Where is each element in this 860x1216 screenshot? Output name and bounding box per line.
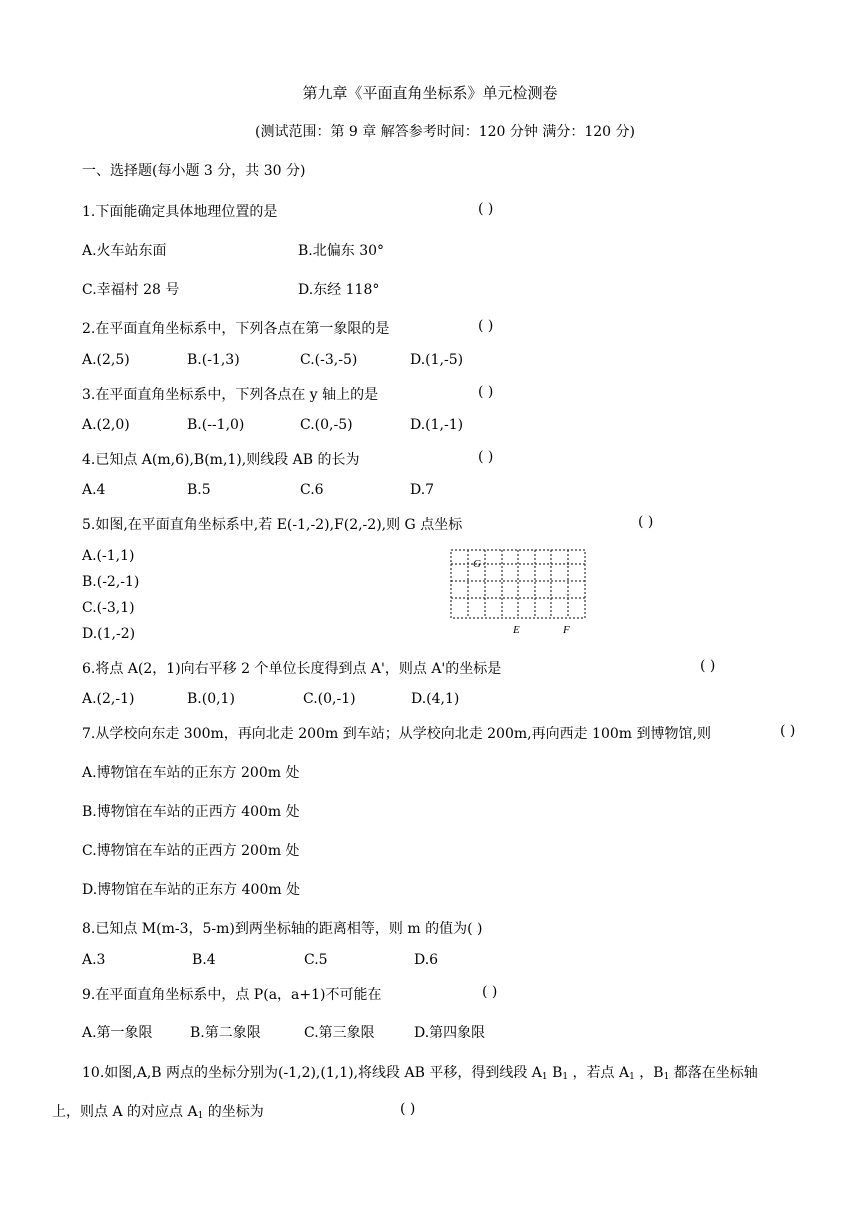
q5-answer-bracket: ( ) (638, 514, 654, 530)
q7-option-c: C.博物馆在车站的正西方 200m 处 (82, 843, 300, 859)
q8-option-c: C.5 (304, 952, 328, 968)
q1-option-d: D.东经 118° (298, 282, 380, 298)
q8-stem: 8.已知点 M(m-3，5-m)到两坐标轴的距离相等，则 m 的值为( ) (82, 921, 483, 937)
q8-option-b: B.4 (192, 952, 216, 968)
q4-option-c: C.6 (300, 482, 324, 498)
label-g: G (473, 558, 481, 570)
q2-option-a: A.(2,5) (82, 352, 130, 368)
q5-grid-figure (447, 546, 589, 638)
q5-option-c: C.(-3,1) (82, 600, 135, 616)
q6-option-a: A.(2,-1) (82, 691, 135, 707)
q1-option-c: C.幸福村 28 号 (82, 282, 180, 298)
page-title: 第九章《平面直角坐标系》单元检测卷 (302, 84, 558, 102)
q1-option-b: B.北偏东 30° (298, 243, 385, 259)
q9-answer-bracket: ( ) (482, 984, 498, 1000)
q7-option-b: B.博物馆在车站的正西方 400m 处 (82, 804, 300, 820)
section-heading: 一、选择题(每小题 3 分，共 30 分) (82, 163, 306, 179)
q8-option-a: A.3 (82, 952, 106, 968)
q5-option-b: B.(-2,-1) (82, 574, 140, 590)
q10-stem-line2: 上，则点 A 的对应点 $A_1$ 的坐标为 (52, 1104, 264, 1121)
q6-stem: 6.将点 A(2，1)向右平移 2 个单位长度得到点 A'，则点 A'的坐标是 (82, 661, 502, 677)
q8-option-d: D.6 (414, 952, 439, 968)
q2-option-b: B.(-1,3) (187, 352, 240, 368)
q2-stem: 2.在平面直角坐标系中，下列各点在第一象限的是 (82, 321, 390, 337)
q5-option-d: D.(1,-2) (82, 626, 136, 642)
q3-option-c: C.(0,-5) (300, 417, 353, 433)
q9-option-c: C.第三象限 (304, 1025, 375, 1041)
q6-option-b: B.(0,1) (187, 691, 235, 707)
q5-option-a: A.(-1,1) (82, 548, 135, 564)
q10-stem-line1: 10.如图,A,B 两点的坐标分别为(-1,2),(1,1),将线段 AB 平移，得到线段 $A_1$ $B_1$ ，若点 $A_1$ ，$B_1$ 都落在坐标轴 (82, 1065, 758, 1082)
q6-option-c: C.(0,-1) (303, 691, 356, 707)
q7-stem: 7.从学校向东走 300m，再向北走 200m 到车站；从学校向北走 200m,再向西走 100m 到博物馆,则 (82, 726, 711, 742)
q3-answer-bracket: ( ) (478, 384, 494, 400)
q1-answer-bracket: ( ) (478, 201, 494, 217)
label-f: F (563, 624, 570, 636)
label-e: E (513, 624, 520, 636)
q7-option-a: A.博物馆在车站的正东方 200m 处 (82, 765, 300, 781)
q9-option-a: A.第一象限 (82, 1025, 153, 1041)
q4-option-d: D.7 (410, 482, 435, 498)
q10-answer-bracket: ( ) (400, 1101, 416, 1117)
q4-stem: 4.已知点 A(m,6),B(m,1),则线段 AB 的长为 (82, 452, 360, 468)
q7-option-d: D.博物馆在车站的正东方 400m 处 (82, 882, 301, 898)
q1-option-a: A.火车站东面 (82, 243, 167, 259)
q4-answer-bracket: ( ) (478, 449, 494, 465)
q9-stem: 9.在平面直角坐标系中，点 P(a，a+1)不可能在 (82, 987, 382, 1003)
q2-option-c: C.(-3,-5) (300, 352, 358, 368)
q9-option-d: D.第四象限 (414, 1025, 486, 1041)
q1-stem: 1.下面能确定具体地理位置的是 (82, 204, 278, 220)
q7-answer-bracket: ( ) (780, 723, 796, 739)
q9-option-b: B.第二象限 (190, 1025, 261, 1041)
q6-option-d: D.(4,1) (411, 691, 460, 707)
q4-option-b: B.5 (187, 482, 211, 498)
q5-stem: 5.如图,在平面直角坐标系中,若 E(-1,-2),F(2,-2),则 G 点坐标 (82, 517, 463, 533)
page-subtitle: (测试范围：第 9 章 解答参考时间：120 分钟 满分：120 分) (255, 124, 635, 140)
q3-stem: 3.在平面直角坐标系中，下列各点在 y 轴上的是 (82, 387, 379, 403)
q2-option-d: D.(1,-5) (410, 352, 464, 368)
q4-option-a: A.4 (82, 482, 106, 498)
q3-option-b: B.(--1,0) (187, 417, 245, 433)
q2-answer-bracket: ( ) (478, 318, 494, 334)
q6-answer-bracket: ( ) (700, 658, 716, 674)
q3-option-d: D.(1,-1) (410, 417, 464, 433)
q3-option-a: A.(2,0) (82, 417, 130, 433)
